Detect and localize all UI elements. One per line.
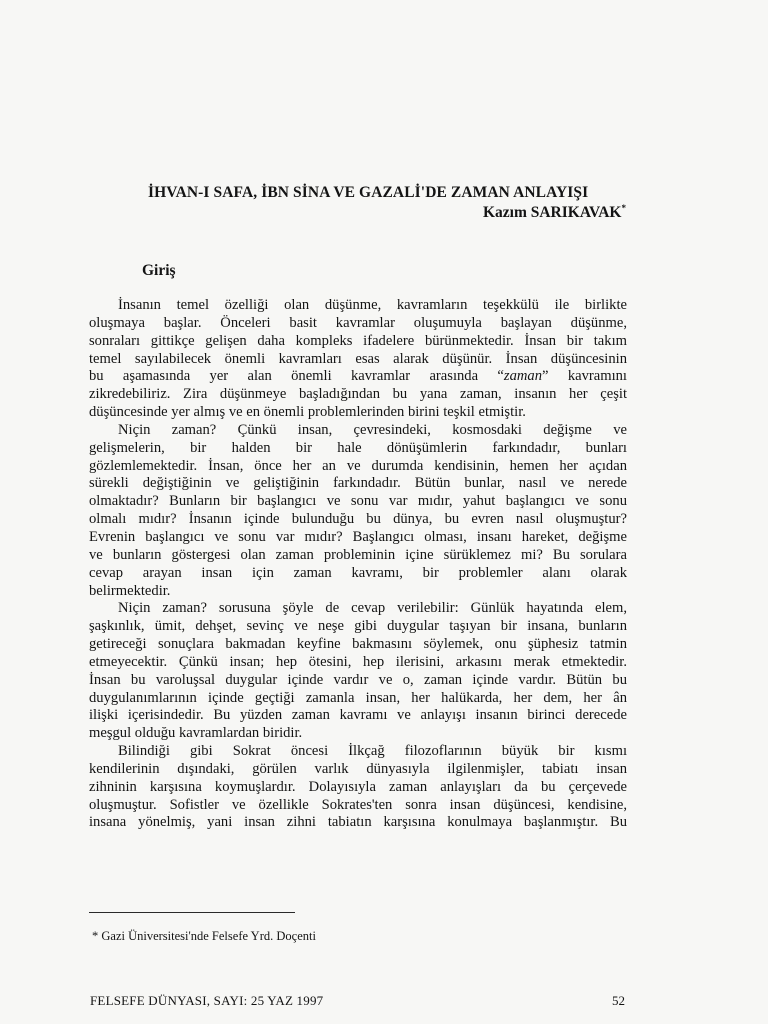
body-line: Bilindiği gibi Sokrat öncesi İlkçağ filozoflarının büyük bir kısmı: [118, 743, 627, 760]
body-line: oluşmuştur. Sofistler ve özellikle Sokrates'ten sonra insan düşüncesi, kendisine,: [89, 796, 627, 813]
footnote-text: Gazi Üniversitesi'nde Felsefe Yrd. Doçenti: [101, 929, 316, 943]
body-line: cevap arayan insan için zaman kavramı, bir problemler alanı olarak: [89, 564, 627, 581]
body-line-tail: kavramını: [567, 368, 627, 385]
section-heading: Giriş: [142, 262, 176, 279]
body-line: İnsan bu varoluşsal duygular içinde vardır ve o, zaman içinde vardır. Bütün bu: [89, 671, 627, 688]
body-line: belirmektedir.: [89, 582, 171, 599]
author-line: [420, 203, 626, 222]
body-line: gözlemlemektedir. İnsan, önce her an ve durumda kendisinin, hemen her açıdan: [89, 457, 627, 474]
body-line: duygulanımlarının içinde geçtiği zamanla insan, her halükarda, her dem, her ân: [89, 689, 627, 706]
body-line: İnsanın temel özelliği olan düşünme, kavramların teşekkülü ile birlikte: [118, 297, 627, 313]
author-footnote-mark: *: [621, 203, 626, 213]
body-line: getireceği sonuçlara bakmadan keyfine bakmasını söylemek, onu şüphesiz tatmin: [89, 636, 627, 653]
body-line: etmeyecektir. Çünkü insan; hep ötesini, hep ilerisini, arkasını merak etmektedir.: [89, 653, 627, 670]
body-line-start: bu aşamasında yer alan önemli kavramlar arasında: [89, 368, 479, 385]
body-line: temel sayılabilecek önemli kavramları esas alarak düşünür. İnsan düşüncesinin: [89, 350, 627, 367]
body-line: zihninin karşısına koymuşlardır. Dolayısıyla zaman anlayışları da bu çerçevede: [89, 778, 627, 795]
body-line: ve bunların göstergesi olan zaman probleminin içine sürüklemez mi? Bu sorulara: [89, 546, 627, 563]
footnote: [92, 929, 316, 944]
body-line: olmaktadır? Bunların bir başlangıcı ve sonu var mıdır, yahut başlangıcı ve sonu: [89, 493, 627, 510]
body-line: kendilerinin dışındaki, görülen varlık dünyasıyla ilgilenmişler, tabiatı insan: [89, 760, 627, 777]
body-line: Niçin zaman? sorusuna şöyle de cevap verilebilir: Günlük hayatında elem,: [118, 600, 627, 617]
body-line: düşüncesinde yer almış ve en önemli problemlerinden birini teşkil etmiştir.: [89, 404, 526, 421]
article-title: İHVAN-I SAFA, İBN SİNA VE GAZALİ'DE ZAMAN ANLAYIŞI: [148, 184, 589, 201]
body-line: olmalı mıdır? İnsanın içinde bulunduğu bu dünya, bu evren nasıl oluşmuştur?: [89, 511, 627, 528]
quoted-term: “zaman”: [497, 368, 549, 385]
body-text: [89, 297, 627, 832]
quoted-term-word: zaman: [503, 368, 542, 385]
body-line: sonraları gittikçe gelişen daha kompleks ifadelere bürünmektedir. İnsan bir takım: [89, 332, 627, 349]
body-line: zikredebiliriz. Zira düşünmeye başladığından bu yana zaman, insanın her çeşit: [89, 386, 627, 403]
footnote-divider: [89, 912, 295, 913]
author-name: Kazım SARIKAVAK: [482, 204, 622, 222]
body-line: gelişmelerin, bir halden bir hale dönüşümlerin farkındadır, bunları: [89, 439, 627, 456]
body-line: oluşmaya başlar. Önceleri basit kavramlar oluşumuyla başlayan düşünme,: [89, 314, 627, 331]
body-line: Niçin zaman? Çünkü insan, çevresindeki, kosmosdaki değişme ve: [118, 421, 627, 438]
body-line: insana yönelmiş, yani insan zihni tabiatın karşısına konulmaya başlanmıştır. Bu: [89, 814, 627, 831]
page-number: 52: [612, 993, 625, 1008]
body-line: şaşkınlık, ümit, dehşet, sevinç ve neşe gibi duygular taşıyan bir insana, bunların: [89, 618, 627, 635]
body-line: ilişki içerisindedir. Bu yüzden zaman kavramı ve anlayışı insanın birinci derecede: [89, 707, 627, 724]
body-line-with-term: [89, 368, 627, 386]
body-line: sürekli değiştiğinin ve geliştiğinin farkındadır. Bütün bunlar, nasıl ve nerede: [89, 475, 627, 492]
body-line: meşgul olduğu kavramlardan biridir.: [89, 725, 303, 742]
journal-footer: FELSEFE DÜNYASI, SAYI: 25 YAZ 1997: [90, 993, 324, 1008]
body-line: Evrenin başlangıcı ve sonu var mıdır? Başlangıcı olması, insanı hareket, değişme: [89, 528, 627, 545]
footnote-mark: *: [92, 929, 99, 943]
